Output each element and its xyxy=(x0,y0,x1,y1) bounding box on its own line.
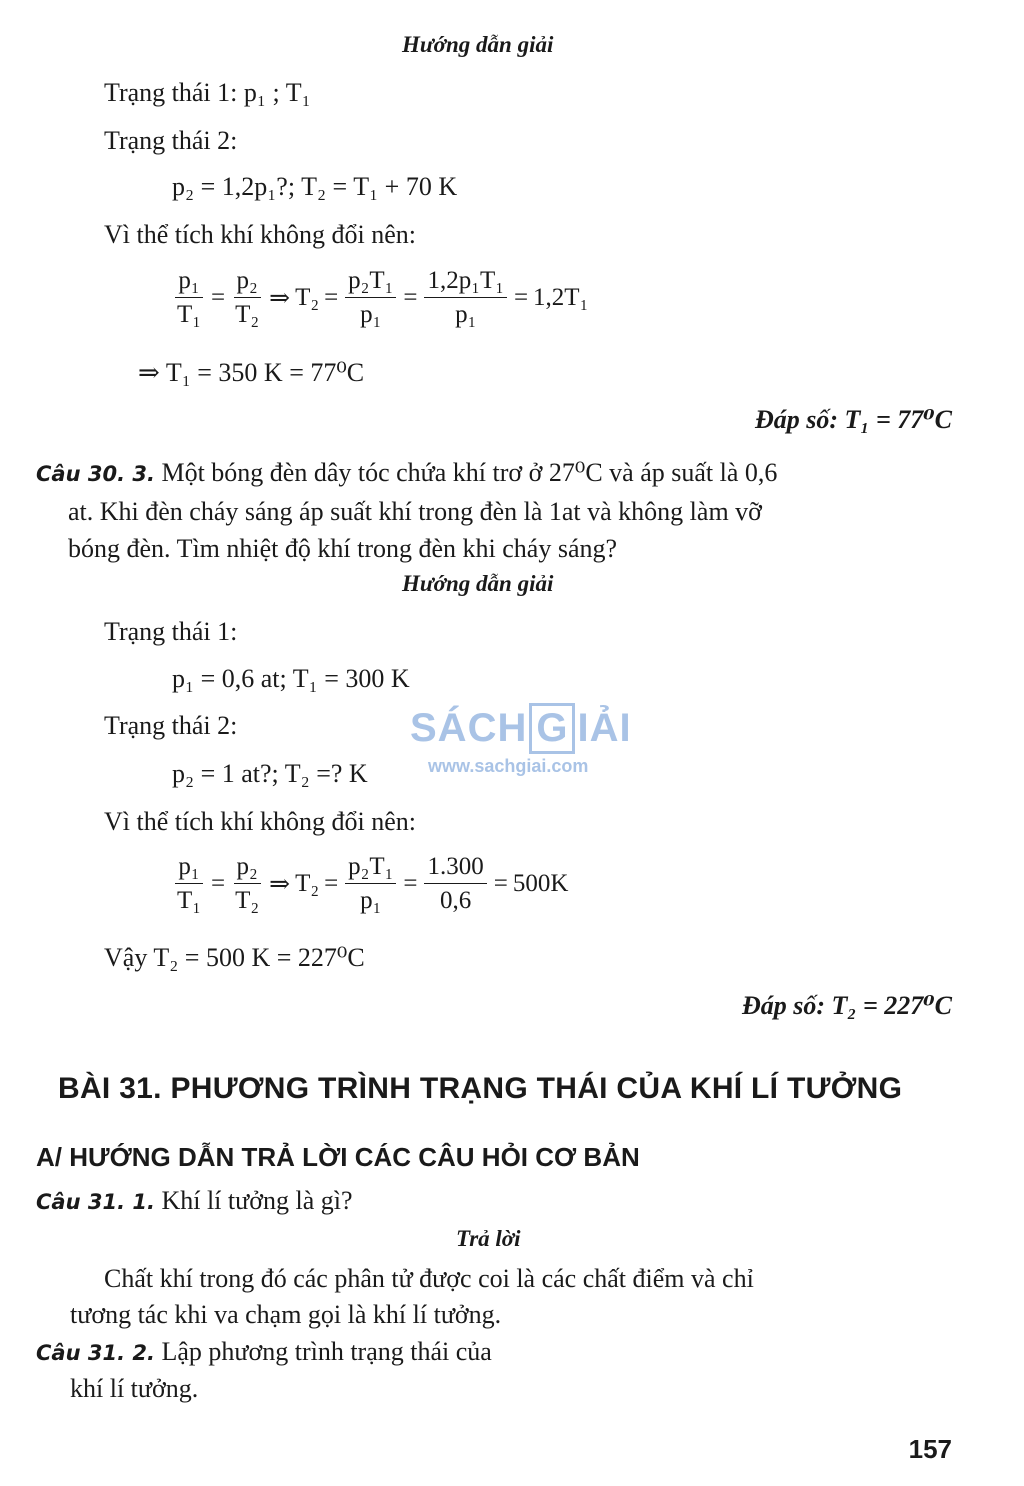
numerator: p₁ xyxy=(175,266,202,298)
state-1-label: Trạng thái 1: xyxy=(104,617,238,646)
implies-arrow: ⇒ xyxy=(269,871,291,898)
fraction-p2-T2 xyxy=(232,266,262,330)
state-2-label: Trạng thái 2: xyxy=(104,126,238,155)
fraction-p1-T1 xyxy=(174,852,204,916)
equals-sign: = xyxy=(513,284,529,311)
numerator: p₂T₁ xyxy=(345,852,396,884)
denominator: T₂ xyxy=(235,301,260,328)
state-2-label: Trạng thái 2: xyxy=(104,711,238,740)
question-31-1 xyxy=(36,1186,353,1216)
state-2-values: p₂ = 1,2p₁?; T₂ = T₁ + 70 K xyxy=(172,172,458,201)
denominator: T₂ xyxy=(235,887,260,914)
fraction-p2-T2 xyxy=(232,852,262,916)
equals-sign: = xyxy=(324,870,339,897)
denominator: p₁ xyxy=(360,301,382,328)
numerator: p₂T₁ xyxy=(345,266,396,298)
question-30-3 xyxy=(36,454,954,567)
solution-heading-2: Hướng dẫn giải xyxy=(402,571,554,596)
equals-sign: = xyxy=(211,284,226,311)
equation-2 xyxy=(172,852,568,916)
result-line-1: ⇒ T₁ = 350 K = 77⁰C xyxy=(138,358,365,387)
volume-note-1: Vì thể tích khí không đổi nên: xyxy=(104,220,416,249)
answer-2: Đáp số: T₂ = 227⁰C xyxy=(741,991,952,1020)
denominator: p₁ xyxy=(455,301,477,328)
state-2-values: p₂ = 1 at?; T₂ =? K xyxy=(172,759,368,788)
numerator: p₂ xyxy=(234,266,261,298)
t2-symbol: T₂ xyxy=(295,284,320,311)
answer-heading: Trả lời xyxy=(456,1226,521,1251)
solution-heading-1: Hướng dẫn giải xyxy=(402,32,554,57)
numerator: 1,2p₁T₁ xyxy=(424,266,506,298)
question-label: Câu 31. 1. xyxy=(36,1190,155,1214)
volume-note-2: Vì thể tích khí không đổi nên: xyxy=(104,807,416,836)
numerator: 1.300 xyxy=(424,852,486,884)
fraction-p2T1-p1 xyxy=(345,852,396,916)
fraction-p2T1-p1 xyxy=(345,266,396,330)
answer-text-line-2: tương tác khi va chạm gọi là khí lí tưởng. xyxy=(70,1300,502,1329)
denominator: 0,6 xyxy=(439,887,472,914)
watermark-logo-box: G xyxy=(529,703,575,754)
implies-arrow: ⇒ xyxy=(269,285,291,312)
state-1-values: p₁ = 0,6 at; T₁ = 300 K xyxy=(172,664,410,693)
fraction-p1-T1 xyxy=(174,266,204,330)
question-text-line-3: bóng đèn. Tìm nhiệt độ khí trong đèn khi cháy sáng? xyxy=(68,534,618,563)
question-label: Câu 30. 3. xyxy=(36,462,155,486)
section-subtitle: A/ HƯỚNG DẪN TRẢ LỜI CÁC CÂU HỎI CƠ BẢN xyxy=(36,1142,640,1172)
equals-sign: = xyxy=(403,284,418,311)
numerator: p₁ xyxy=(175,852,202,884)
equals-sign: = xyxy=(324,284,339,311)
t2-symbol: T₂ xyxy=(295,870,320,897)
watermark-url: www.sachgiai.com xyxy=(428,756,589,776)
equals-sign: = xyxy=(493,870,508,897)
answer-text-line-1: Chất khí trong đó các phân tử được coi là các chất điểm và chỉ xyxy=(104,1264,754,1293)
denominator: p₁ xyxy=(360,887,382,914)
denominator: T₁ xyxy=(177,301,201,328)
denominator: T₁ xyxy=(177,887,201,914)
page-number: 157 xyxy=(908,1434,952,1464)
fraction-1300-06 xyxy=(424,852,486,916)
question-label: Câu 31. 2. xyxy=(36,1341,155,1365)
watermark-text-left: SÁCH xyxy=(410,706,528,750)
equation-result: 500K xyxy=(512,870,569,897)
question-text-line-2: khí lí tưởng. xyxy=(70,1374,199,1403)
equation-1 xyxy=(172,266,588,330)
question-text: Khí lí tưởng là gì? xyxy=(161,1186,353,1215)
section-title: BÀI 31. PHƯƠNG TRÌNH TRẠNG THÁI CỦA KHÍ LÍ TƯỞNG xyxy=(58,1072,903,1105)
state-1-line: Trạng thái 1: p₁ ; T₁ xyxy=(104,78,311,107)
numerator: p₂ xyxy=(234,852,261,884)
equals-sign: = xyxy=(211,870,226,897)
question-text-line-2: at. Khi đèn cháy sáng áp suất khí trong đèn là 1at và không làm vỡ xyxy=(68,497,762,526)
result-line-2: Vậy T₂ = 500 K = 227⁰C xyxy=(104,943,365,972)
question-text-line-1: Lập phương trình trạng thái của xyxy=(161,1337,492,1366)
question-31-2 xyxy=(36,1337,492,1367)
watermark-text-right: IẢI xyxy=(577,706,632,750)
fraction-12p1T1-p1 xyxy=(424,266,506,330)
question-text-line-1: Một bóng đèn dây tóc chứa khí trơ ở 27⁰C và áp suất là 0,6 xyxy=(161,458,778,487)
equation-result: 1,2T₁ xyxy=(533,284,589,311)
watermark xyxy=(410,703,632,777)
equals-sign: = xyxy=(403,870,418,897)
answer-1: Đáp số: T₁ = 77⁰C xyxy=(754,405,952,434)
